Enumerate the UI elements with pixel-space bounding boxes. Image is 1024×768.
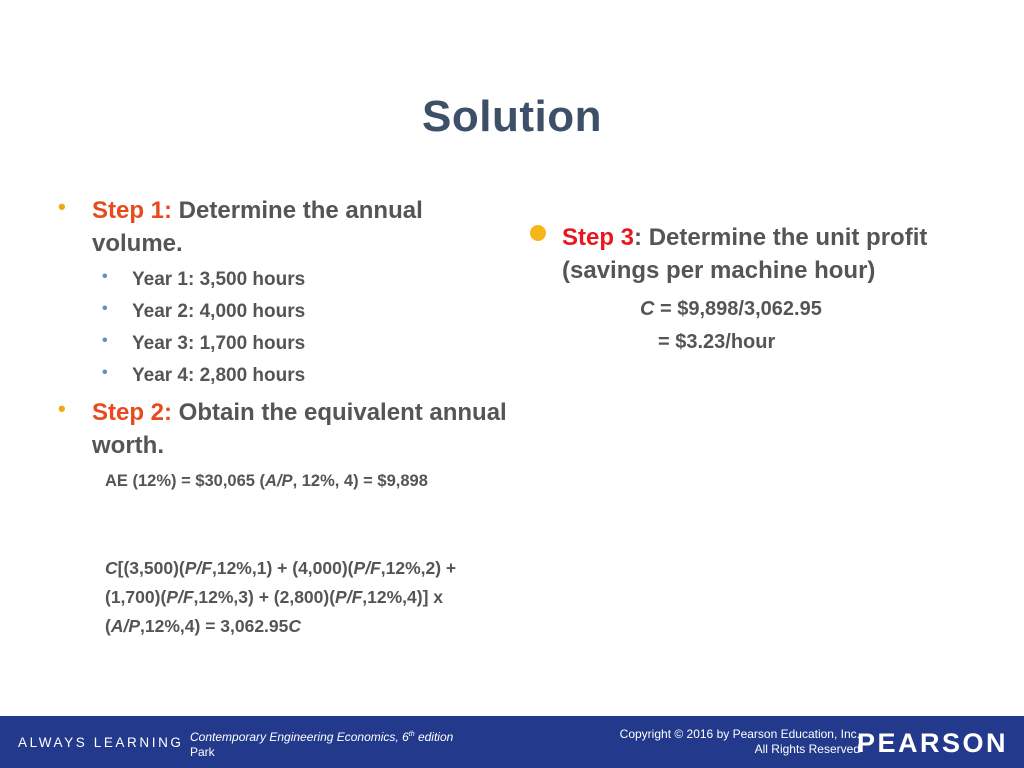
right-column (530, 221, 970, 356)
bullet-icon: • (58, 396, 66, 421)
pearson-logo: PEARSON (856, 728, 1008, 758)
bullet-icon: • (102, 364, 108, 381)
bullet-icon: • (102, 300, 108, 317)
bullet-icon: • (102, 332, 108, 349)
always-learning-tagline: ALWAYS LEARNING (18, 735, 184, 750)
step-3-text: : Determine the unit profit (savings per machine hour) (562, 224, 928, 284)
annual-worth-equation: AE (12%) = $30,065 (A/P, 12%, 4) = $9,898 (105, 472, 428, 490)
book-citation: Contemporary Engineering Economics, 6th edition Park (190, 730, 454, 759)
step-1-label: Step 1: (92, 197, 173, 224)
list-item: • Year 2: 4,000 hours (58, 296, 508, 328)
step-2 (58, 396, 508, 462)
list-item: • Year 1: 3,500 hours (58, 264, 508, 296)
unit-profit-formula: C = $9,898/3,062.95 (640, 298, 822, 320)
slide-title: Solution (422, 92, 602, 141)
footer-bar (0, 716, 1024, 768)
list-item: • Year 3: 1,700 hours (58, 328, 508, 360)
step-2-text: Obtain the equivalent annual worth. (92, 399, 507, 459)
bullet-icon: • (102, 268, 108, 285)
step-1-text: Determine the annual volume. (92, 197, 423, 257)
step-1 (58, 194, 508, 260)
year-hours-list (58, 264, 508, 392)
bullet-icon: • (58, 194, 66, 219)
step-2-label: Step 2: (92, 399, 173, 426)
left-column (58, 194, 508, 641)
list-item: • Year 4: 2,800 hours (58, 360, 508, 392)
bullet-icon (530, 225, 546, 241)
volume-equation: C[(3,500)(P/F,12%,1) + (4,000)(P/F,12%,2) + (1,700)(P/F,12%,3) + (2,800)(P/F,12%,4)] x (A/P,12%,4) = 3,062.95C (105, 558, 457, 636)
unit-profit-result: = $3.23/hour (658, 331, 776, 353)
step-3 (530, 221, 970, 287)
copyright-notice: Copyright © 2016 by Pearson Education, Inc. All Rights Reserved (619, 727, 860, 756)
step-3-label: Step 3 (562, 224, 635, 251)
